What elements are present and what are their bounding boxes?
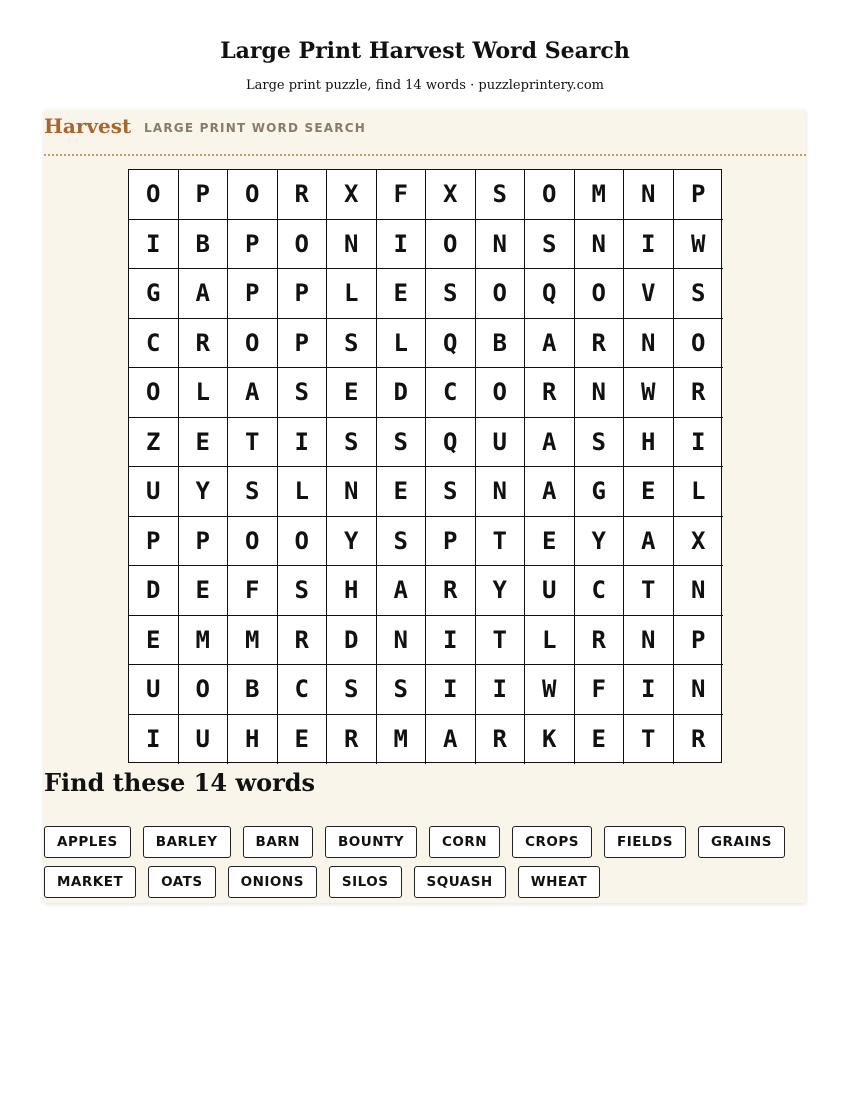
grid-cell[interactable]: A: [624, 517, 674, 567]
grid-cell[interactable]: C: [426, 368, 476, 418]
grid-cell[interactable]: P: [228, 220, 278, 270]
grid-cell[interactable]: O: [228, 517, 278, 567]
grid-cell[interactable]: I: [377, 220, 427, 270]
grid-cell[interactable]: O: [476, 269, 526, 319]
grid-cell[interactable]: S: [377, 517, 427, 567]
grid-cell[interactable]: E: [278, 715, 328, 765]
grid-cell[interactable]: O: [228, 319, 278, 369]
grid-cell[interactable]: L: [377, 319, 427, 369]
grid-cell[interactable]: T: [476, 517, 526, 567]
grid-cell[interactable]: R: [179, 319, 229, 369]
grid-cell[interactable]: R: [525, 368, 575, 418]
grid-cell[interactable]: S: [327, 418, 377, 468]
word-chip[interactable]: GRAINS: [698, 826, 785, 858]
grid-cell[interactable]: N: [624, 319, 674, 369]
grid-cell[interactable]: G: [575, 467, 625, 517]
grid-cell[interactable]: S: [674, 269, 724, 319]
grid-cell[interactable]: M: [179, 616, 229, 666]
grid-cell[interactable]: P: [278, 319, 328, 369]
grid-cell[interactable]: A: [179, 269, 229, 319]
word-chip[interactable]: BARN: [243, 826, 313, 858]
grid-cell[interactable]: L: [525, 616, 575, 666]
grid-cell[interactable]: P: [426, 517, 476, 567]
grid-cell[interactable]: F: [377, 170, 427, 220]
grid-cell[interactable]: N: [674, 566, 724, 616]
grid-cell[interactable]: R: [426, 566, 476, 616]
grid-cell[interactable]: I: [624, 220, 674, 270]
card-header: [44, 110, 806, 156]
grid-cell[interactable]: H: [624, 418, 674, 468]
grid-cell[interactable]: T: [228, 418, 278, 468]
grid-cell[interactable]: I: [426, 616, 476, 666]
grid-cell[interactable]: A: [377, 566, 427, 616]
grid-cell[interactable]: U: [476, 418, 526, 468]
grid-cell[interactable]: L: [179, 368, 229, 418]
grid-cell[interactable]: A: [426, 715, 476, 765]
word-chip[interactable]: SILOS: [329, 866, 402, 898]
grid-cell[interactable]: E: [624, 467, 674, 517]
grid-cell[interactable]: C: [575, 566, 625, 616]
grid-cell[interactable]: E: [377, 467, 427, 517]
grid-cell[interactable]: E: [377, 269, 427, 319]
word-chip[interactable]: FIELDS: [604, 826, 686, 858]
grid-cell[interactable]: U: [525, 566, 575, 616]
grid-cell[interactable]: Y: [179, 467, 229, 517]
grid-cell[interactable]: D: [129, 566, 179, 616]
grid-cell[interactable]: S: [525, 220, 575, 270]
grid-cell[interactable]: O: [129, 368, 179, 418]
grid-cell[interactable]: Q: [426, 418, 476, 468]
grid-cell[interactable]: X: [327, 170, 377, 220]
grid-cell[interactable]: S: [426, 467, 476, 517]
grid-cell[interactable]: S: [278, 566, 328, 616]
brand-subtitle: LARGE PRINT WORD SEARCH: [144, 121, 366, 135]
grid-cell[interactable]: Y: [327, 517, 377, 567]
grid-cell[interactable]: W: [525, 665, 575, 715]
grid-cell[interactable]: W: [624, 368, 674, 418]
grid-cell[interactable]: I: [674, 418, 724, 468]
grid-cell[interactable]: U: [179, 715, 229, 765]
grid-cell[interactable]: K: [525, 715, 575, 765]
grid-cell[interactable]: P: [674, 170, 724, 220]
grid-cell[interactable]: A: [525, 418, 575, 468]
grid-cell[interactable]: S: [228, 467, 278, 517]
grid-cell[interactable]: R: [278, 616, 328, 666]
grid-cell[interactable]: P: [228, 269, 278, 319]
grid-cell[interactable]: O: [575, 269, 625, 319]
grid-cell[interactable]: I: [129, 715, 179, 765]
grid-cell[interactable]: R: [674, 368, 724, 418]
brand-title: Harvest: [44, 114, 132, 138]
grid-cell[interactable]: E: [525, 517, 575, 567]
grid-cell[interactable]: I: [129, 220, 179, 270]
word-list-title: Find these 14 words: [44, 768, 316, 797]
grid-cell[interactable]: C: [129, 319, 179, 369]
grid-cell[interactable]: D: [377, 368, 427, 418]
grid-cell[interactable]: R: [691, 725, 706, 754]
grid-cell[interactable]: X: [426, 170, 476, 220]
grid-cell[interactable]: S: [327, 665, 377, 715]
grid-cell[interactable]: B: [228, 665, 278, 715]
grid-cell[interactable]: P: [179, 170, 229, 220]
word-chip[interactable]: BOUNTY: [325, 826, 417, 858]
grid-cell[interactable]: E: [327, 368, 377, 418]
grid-cell[interactable]: Y: [575, 517, 625, 567]
grid-cell[interactable]: E: [179, 566, 229, 616]
grid-cell[interactable]: H: [327, 566, 377, 616]
grid-cell[interactable]: Z: [129, 418, 179, 468]
grid-cell[interactable]: P: [278, 269, 328, 319]
grid-cell[interactable]: A: [525, 467, 575, 517]
puzzle-card: [44, 110, 806, 903]
grid-cell[interactable]: S: [377, 665, 427, 715]
grid-cell[interactable]: R: [278, 170, 328, 220]
grid-cell[interactable]: S: [476, 170, 526, 220]
word-chip[interactable]: ONIONS: [228, 866, 317, 898]
grid-cell[interactable]: F: [228, 566, 278, 616]
grid-cell[interactable]: M: [228, 616, 278, 666]
grid-cell[interactable]: O: [179, 665, 229, 715]
grid-cell[interactable]: N: [575, 220, 625, 270]
grid-cell[interactable]: N: [476, 220, 526, 270]
grid-cell[interactable]: N: [624, 616, 674, 666]
grid-cell[interactable]: E: [575, 715, 625, 765]
grid-cell[interactable]: A: [525, 319, 575, 369]
word-chip[interactable]: APPLES: [44, 826, 131, 858]
word-chip[interactable]: BARLEY: [143, 826, 231, 858]
grid-cell[interactable]: O: [525, 170, 575, 220]
grid-cell[interactable]: P: [129, 517, 179, 567]
page-title: Large Print Harvest Word Search: [220, 38, 630, 64]
grid-cell[interactable]: N: [327, 220, 377, 270]
grid-cell[interactable]: O: [674, 319, 724, 369]
grid-cell[interactable]: H: [228, 715, 278, 765]
grid-cell[interactable]: F: [575, 665, 625, 715]
word-chip[interactable]: CORN: [429, 826, 500, 858]
page-subtitle: Large print puzzle, find 14 words · puzzleprintery.com: [245, 78, 605, 93]
grid-cell[interactable]: U: [129, 665, 179, 715]
grid-cell[interactable]: C: [278, 665, 328, 715]
grid-cell[interactable]: X: [674, 517, 724, 567]
grid-cell[interactable]: T: [476, 616, 526, 666]
grid-cell[interactable]: L: [674, 467, 724, 517]
grid-cell[interactable]: O: [228, 170, 278, 220]
grid-cell[interactable]: N: [575, 368, 625, 418]
grid-cell[interactable]: S: [426, 269, 476, 319]
word-chip[interactable]: SQUASH: [414, 866, 506, 898]
grid-cell[interactable]: N: [476, 467, 526, 517]
grid-cell[interactable]: B: [476, 319, 526, 369]
grid-cell[interactable]: E: [129, 616, 179, 666]
grid-cell[interactable]: N: [674, 665, 724, 715]
grid-cell[interactable]: Y: [476, 566, 526, 616]
grid-cell[interactable]: O: [426, 220, 476, 270]
grid-cell[interactable]: S: [278, 368, 328, 418]
grid-cell[interactable]: M: [377, 715, 427, 765]
grid-cell[interactable]: I: [278, 418, 328, 468]
grid-cell[interactable]: L: [278, 467, 328, 517]
grid-cell[interactable]: I: [426, 665, 476, 715]
word-bank: [44, 826, 806, 898]
grid-cell[interactable]: N: [377, 616, 427, 666]
grid-cell[interactable]: R: [327, 715, 377, 765]
grid-cell[interactable]: E: [179, 418, 229, 468]
word-chip[interactable]: OATS: [148, 866, 215, 898]
grid-cell[interactable]: I: [476, 665, 526, 715]
word-chip[interactable]: MARKET: [44, 866, 136, 898]
grid-cell[interactable]: G: [129, 269, 179, 319]
grid-cell[interactable]: Q: [426, 319, 476, 369]
grid-cell[interactable]: V: [624, 269, 674, 319]
grid-cell[interactable]: M: [575, 170, 625, 220]
grid-cell[interactable]: O: [129, 170, 179, 220]
word-chip[interactable]: CROPS: [512, 826, 592, 858]
grid-cell[interactable]: B: [179, 220, 229, 270]
grid-cell[interactable]: W: [674, 220, 724, 270]
grid-cell[interactable]: T: [624, 566, 674, 616]
letter-grid: [128, 169, 722, 763]
grid-cell[interactable]: D: [327, 616, 377, 666]
grid-cell[interactable]: P: [179, 517, 229, 567]
grid-cell[interactable]: I: [624, 665, 674, 715]
grid-cell[interactable]: L: [327, 269, 377, 319]
grid-cell[interactable]: O: [278, 517, 328, 567]
grid-cell[interactable]: T: [624, 715, 674, 765]
grid-cell[interactable]: Q: [525, 269, 575, 319]
grid-cell[interactable]: P: [674, 616, 724, 666]
grid-cell[interactable]: N: [327, 467, 377, 517]
grid-cell[interactable]: R: [575, 319, 625, 369]
grid-cell[interactable]: O: [278, 220, 328, 270]
grid-cell[interactable]: N: [624, 170, 674, 220]
grid-cell[interactable]: U: [129, 467, 179, 517]
grid-cell[interactable]: O: [476, 368, 526, 418]
grid-cell[interactable]: A: [228, 368, 278, 418]
grid-cell[interactable]: S: [327, 319, 377, 369]
grid-cell[interactable]: S: [575, 418, 625, 468]
grid-cell[interactable]: S: [377, 418, 427, 468]
word-chip[interactable]: WHEAT: [518, 866, 601, 898]
grid-cell[interactable]: R: [575, 616, 625, 666]
grid-cell[interactable]: R: [476, 715, 526, 765]
